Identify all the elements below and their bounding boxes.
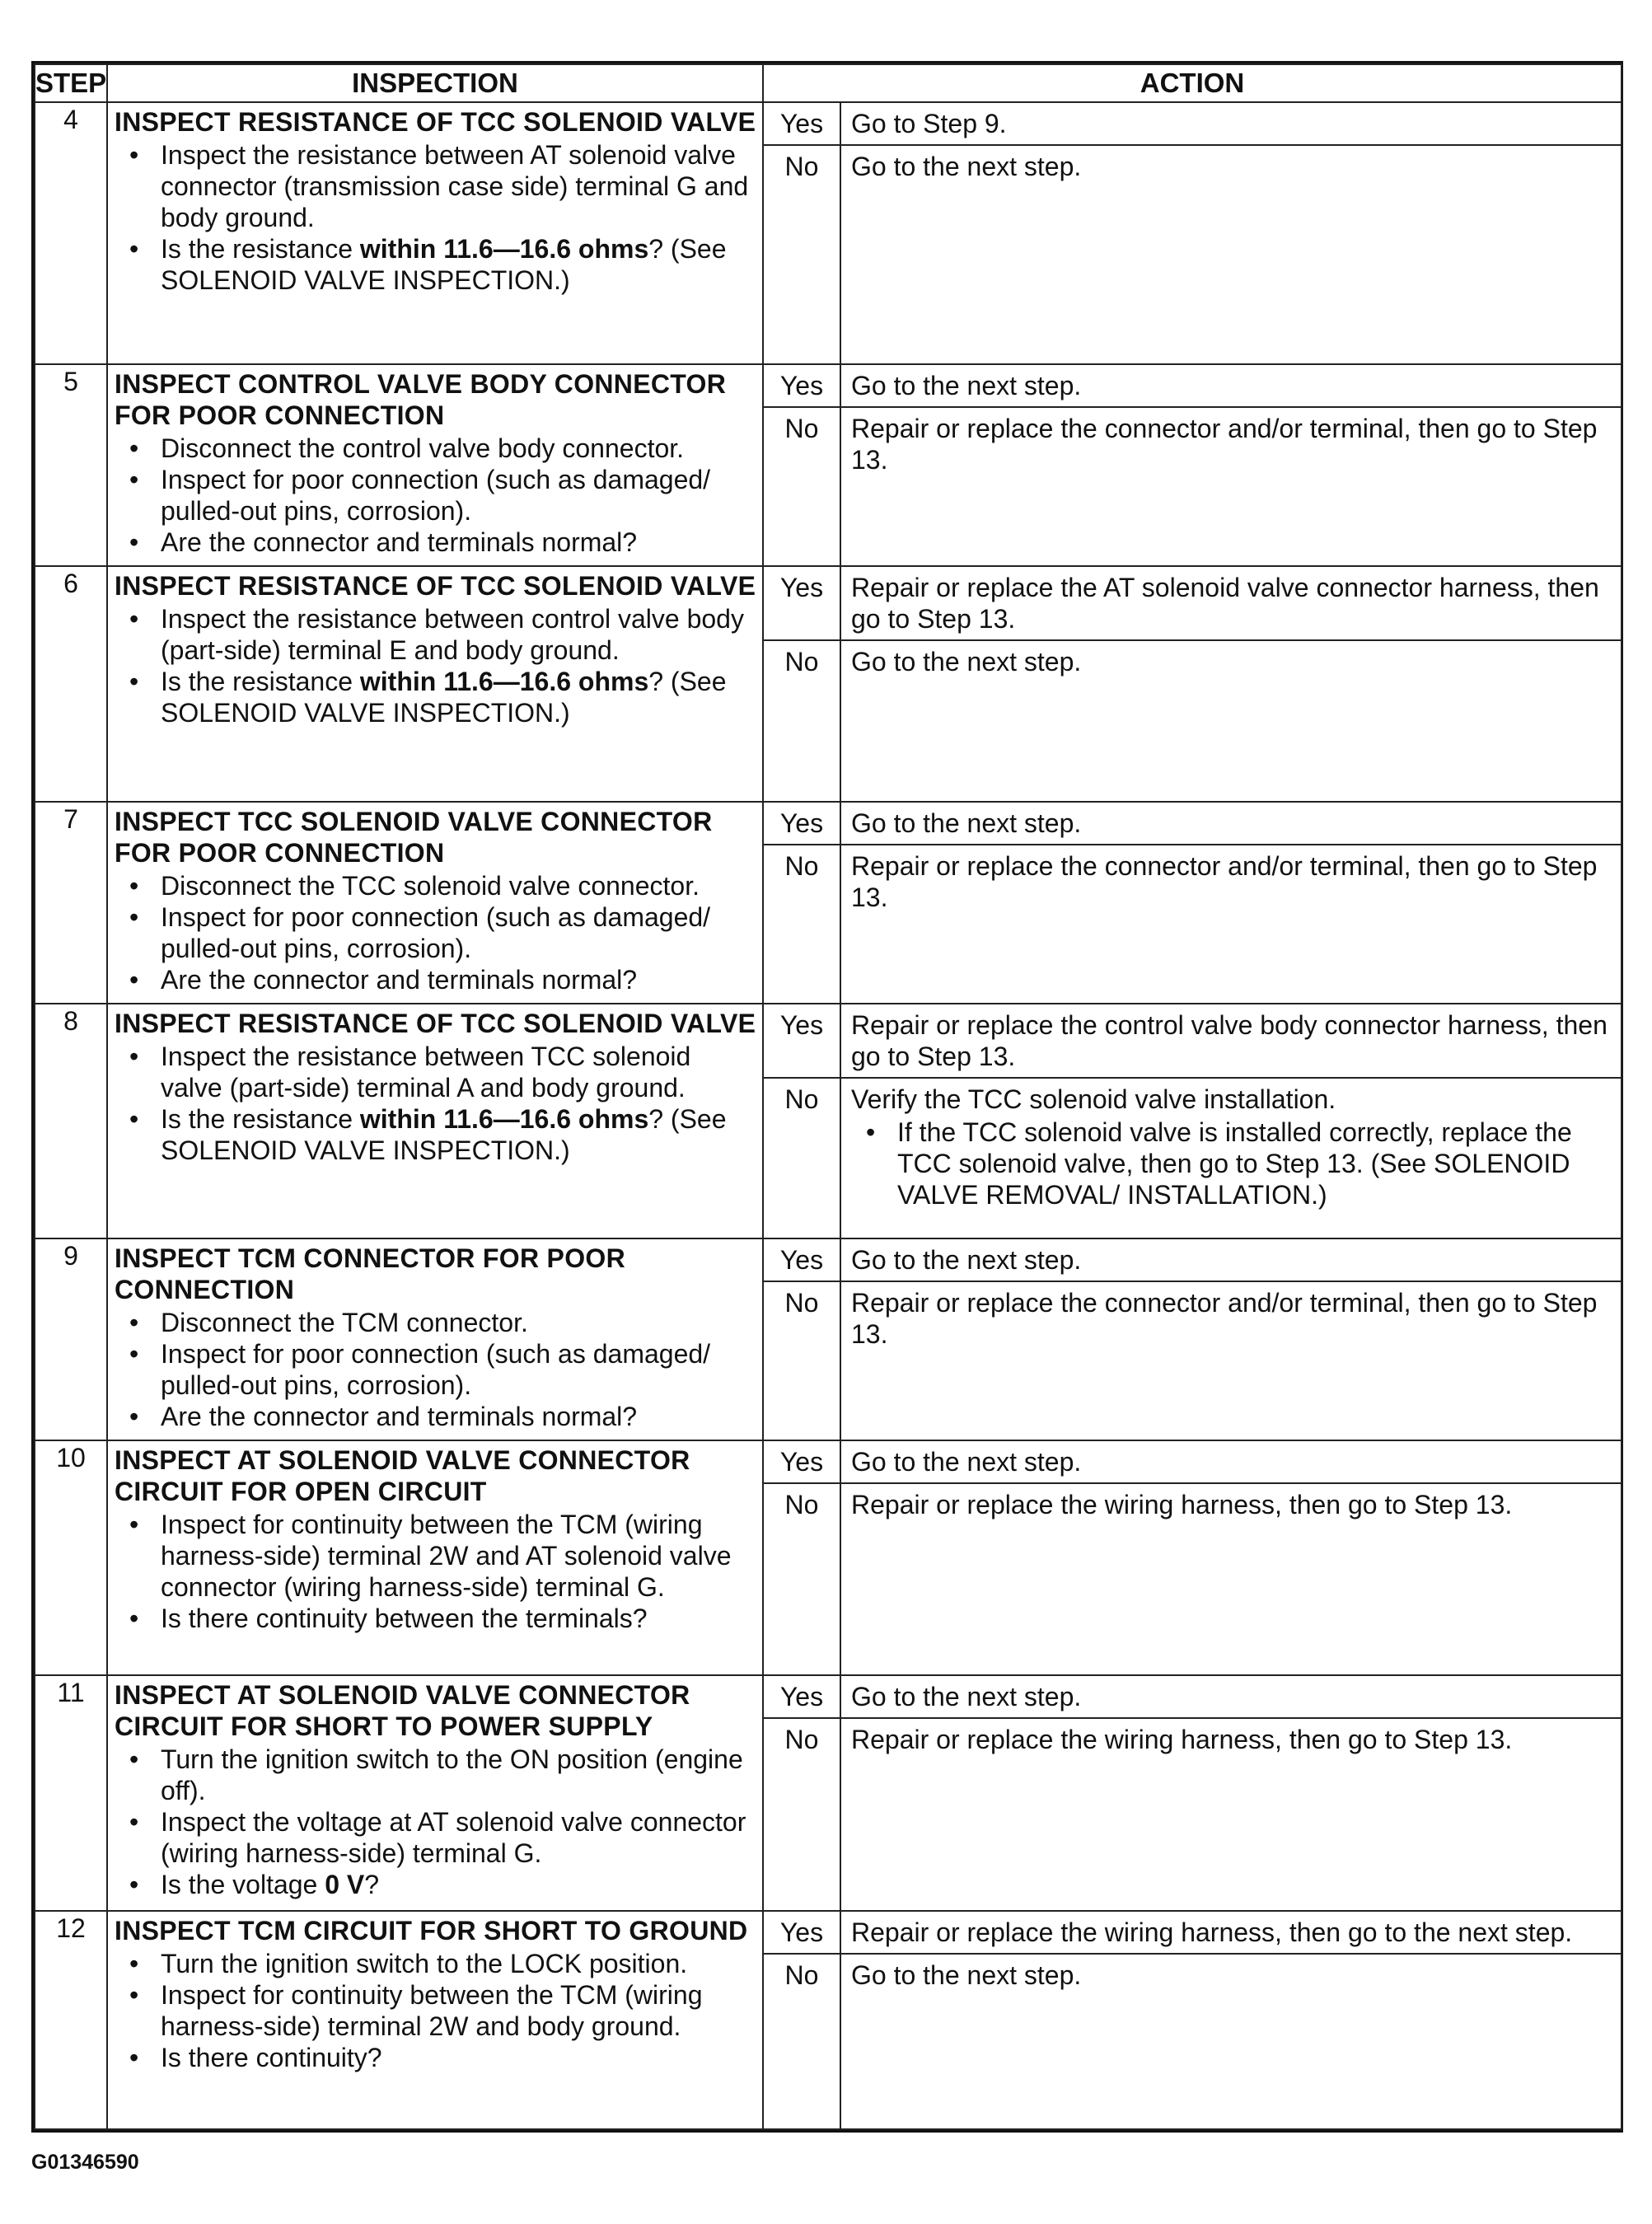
- inspection-bullet: • Is the resistance within 11.6—16.6 ohms? (See SOLENOID VALVE INSPECTION.): [161, 666, 757, 728]
- action-cell: [763, 102, 1622, 364]
- no-action-text: Go to the next step.: [851, 152, 1082, 181]
- inspection-bullet: • Is there continuity?: [161, 2042, 757, 2073]
- no-action-cell: [841, 1955, 1621, 2128]
- inspection-bullet: • Inspect for poor connection (such as damaged/ pulled-out pins, corrosion).: [161, 901, 757, 964]
- step-column-header: STEP: [35, 64, 107, 102]
- step-number: 8: [35, 1004, 107, 1238]
- action-bullet: • If the TCC solenoid valve is installed correctly, replace the TCC solenoid valve, then go to Step 13. (See SOLENOID VALVE REMOVAL/ INSTALLATION.): [897, 1117, 1614, 1210]
- no-action-cell: [841, 641, 1621, 800]
- action-cell: [763, 1238, 1622, 1440]
- action-bullet-list: [851, 1117, 1614, 1210]
- step-number: 7: [35, 802, 107, 1004]
- inspection-title: INSPECT RESISTANCE OF TCC SOLENOID VALVE: [115, 571, 756, 602]
- yes-action-text: Go to the next step.: [851, 1682, 1082, 1712]
- inspection-bullet: • Turn the ignition switch to the ON position (engine off).: [161, 1744, 757, 1806]
- step-number: 12: [35, 1911, 107, 2129]
- inspection-bullet: • Is the resistance within 11.6—16.6 ohms? (See SOLENOID VALVE INSPECTION.): [161, 233, 757, 296]
- yes-response: [764, 1912, 1621, 1955]
- inspection-bullet: • Inspect the resistance between TCC solenoid valve (part-side) terminal A and body ground.: [161, 1041, 757, 1103]
- yes-action-text: Go to the next step.: [851, 808, 1082, 838]
- inspection-bullet-list: [115, 870, 757, 995]
- inspection-cell: [107, 1440, 763, 1675]
- yes-action-text: Go to the next step.: [851, 1245, 1082, 1276]
- no-action-cell: [841, 1719, 1621, 1909]
- inspection-bullet: • Inspect the voltage at AT solenoid valve connector (wiring harness-side) terminal G.: [161, 1806, 757, 1869]
- table-row: [35, 802, 1622, 1004]
- no-action-text: Verify the TCC solenoid valve installation.: [851, 1084, 1336, 1114]
- no-action-cell: [841, 146, 1621, 363]
- inspection-title: INSPECT AT SOLENOID VALVE CONNECTOR CIRCUIT FOR OPEN CIRCUIT: [115, 1445, 690, 1507]
- yes-label: Yes: [764, 567, 841, 639]
- inspection-bullet: • Inspect for continuity between the TCM (wiring harness-side) terminal 2W and body ground.: [161, 1979, 757, 2042]
- no-action-cell: [841, 1282, 1621, 1440]
- inspection-title: INSPECT RESISTANCE OF TCC SOLENOID VALVE: [115, 1008, 756, 1038]
- action-cell: [763, 1440, 1622, 1675]
- inspection-bullet-list: [115, 139, 757, 296]
- inspection-bullet: • Disconnect the control valve body connector.: [161, 433, 757, 464]
- no-action-text: Repair or replace the connector and/or terminal, then go to Step 13.: [851, 850, 1598, 912]
- inspection-title: INSPECT TCM CONNECTOR FOR POOR CONNECTION: [115, 1243, 625, 1305]
- no-action-cell: [841, 1484, 1621, 1674]
- yes-response: [764, 1676, 1621, 1719]
- yes-response: [764, 1239, 1621, 1282]
- inspection-title: INSPECT TCC SOLENOID VALVE CONNECTOR FOR POOR CONNECTION: [115, 806, 713, 868]
- no-response: [764, 408, 1621, 565]
- inspection-bullet: • Are the connector and terminals normal?: [161, 527, 757, 558]
- yes-action-text: Go to the next step.: [851, 1447, 1082, 1477]
- inspection-cell: [107, 1675, 763, 1910]
- inspection-cell: [107, 1238, 763, 1440]
- inspection-bullet-list: [115, 1041, 757, 1166]
- yes-action-text: Repair or replace the wiring harness, then go to the next step.: [851, 1917, 1573, 1947]
- table-row: [35, 566, 1622, 801]
- inspection-bullet-list: [115, 603, 757, 728]
- action-cell: [763, 802, 1622, 1004]
- action-cell: [763, 1004, 1622, 1238]
- diagnostic-table-sheet: [31, 61, 1623, 2133]
- no-action-text: Go to the next step.: [851, 1959, 1082, 1990]
- figure-id: G01346590: [31, 2151, 139, 2174]
- no-response: [764, 1282, 1621, 1440]
- table-row: [35, 102, 1622, 364]
- no-action-text: Go to the next step.: [851, 647, 1082, 677]
- yes-action-text: Repair or replace the control valve body connector harness, then go to Step 13.: [851, 1009, 1608, 1071]
- inspection-bullet: • Is there continuity between the terminals?: [161, 1603, 757, 1634]
- spec-value-emphasis: within 11.6—16.6 ohms: [359, 234, 649, 264]
- step-number: 5: [35, 364, 107, 566]
- inspection-title: INSPECT AT SOLENOID VALVE CONNECTOR CIRCUIT FOR SHORT TO POWER SUPPLY: [115, 1680, 690, 1742]
- no-action-text: Repair or replace the wiring harness, then go to Step 13.: [851, 1725, 1513, 1755]
- inspection-bullet-list: [115, 1948, 757, 2073]
- no-response: [764, 1079, 1621, 1238]
- yes-action-text: Repair or replace the AT solenoid valve connector harness, then go to Step 13.: [851, 573, 1599, 634]
- yes-label: Yes: [764, 365, 841, 406]
- no-label: No: [764, 1079, 841, 1238]
- inspection-cell: [107, 364, 763, 566]
- yes-label: Yes: [764, 1004, 841, 1077]
- spec-value-emphasis: within 11.6—16.6 ohms: [359, 1103, 649, 1134]
- yes-label: Yes: [764, 1676, 841, 1717]
- step-number: 11: [35, 1675, 107, 1910]
- yes-action-text: Go to the next step.: [851, 371, 1082, 401]
- no-action-cell: [841, 845, 1621, 1003]
- no-response: [764, 845, 1621, 1003]
- spec-value-emphasis: 0 V: [325, 1870, 365, 1900]
- inspection-bullet: • Inspect for poor connection (such as damaged/ pulled-out pins, corrosion).: [161, 464, 757, 527]
- step-number: 9: [35, 1238, 107, 1440]
- inspection-cell: [107, 802, 763, 1004]
- inspection-bullet-list: [115, 1744, 757, 1900]
- no-action-cell: [841, 1079, 1621, 1238]
- no-action-text: Repair or replace the wiring harness, then go to Step 13.: [851, 1490, 1513, 1520]
- inspection-cell: [107, 566, 763, 801]
- yes-label: Yes: [764, 803, 841, 844]
- table-row: [35, 1911, 1622, 2129]
- no-action-text: Repair or replace the connector and/or terminal, then go to Step 13.: [851, 1288, 1598, 1350]
- yes-response: [764, 365, 1621, 408]
- no-action-text: Repair or replace the connector and/or terminal, then go to Step 13.: [851, 414, 1598, 475]
- yes-response: [764, 1441, 1621, 1484]
- yes-response: [764, 1004, 1621, 1079]
- inspection-bullet-list: [115, 1307, 757, 1432]
- inspection-bullet: • Is the resistance within 11.6—16.6 ohms? (See SOLENOID VALVE INSPECTION.): [161, 1103, 757, 1166]
- diagnostic-steps-table: [34, 63, 1622, 2130]
- no-label: No: [764, 845, 841, 1003]
- inspection-bullet: • Is the voltage 0 V?: [161, 1869, 757, 1900]
- table-row: [35, 364, 1622, 566]
- no-response: [764, 1955, 1621, 2128]
- inspection-bullet: • Are the connector and terminals normal?: [161, 964, 757, 995]
- no-label: No: [764, 1955, 841, 2128]
- step-number: 10: [35, 1440, 107, 1675]
- inspection-bullet: • Turn the ignition switch to the LOCK position.: [161, 1948, 757, 1979]
- inspection-cell: [107, 1004, 763, 1238]
- no-response: [764, 146, 1621, 363]
- no-label: No: [764, 1719, 841, 1909]
- action-column-header: ACTION: [763, 64, 1622, 102]
- yes-label: Yes: [764, 103, 841, 144]
- inspection-bullet-list: [115, 1509, 757, 1634]
- yes-label: Yes: [764, 1441, 841, 1482]
- inspection-title: INSPECT CONTROL VALVE BODY CONNECTOR FOR POOR CONNECTION: [115, 369, 727, 431]
- table-row: [35, 1675, 1622, 1910]
- inspection-bullet: • Inspect the resistance between control valve body (part-side) terminal E and body ground.: [161, 603, 757, 666]
- no-label: No: [764, 641, 841, 800]
- inspection-bullet: • Are the connector and terminals normal?: [161, 1401, 757, 1432]
- inspection-title: INSPECT RESISTANCE OF TCC SOLENOID VALVE: [115, 107, 756, 137]
- inspection-bullet: • Inspect the resistance between AT solenoid valve connector (transmission case side) terminal G and body ground.: [161, 139, 757, 233]
- yes-label: Yes: [764, 1912, 841, 1953]
- table-row: [35, 1440, 1622, 1675]
- action-cell: [763, 1911, 1622, 2129]
- inspection-cell: [107, 1911, 763, 2129]
- spec-value-emphasis: within 11.6—16.6 ohms: [359, 667, 649, 697]
- action-cell: [763, 566, 1622, 801]
- no-label: No: [764, 1282, 841, 1440]
- table-row: [35, 1238, 1622, 1440]
- action-cell: [763, 1675, 1622, 1910]
- inspection-title: INSPECT TCM CIRCUIT FOR SHORT TO GROUND: [115, 1915, 748, 1945]
- table-row: [35, 1004, 1622, 1238]
- yes-label: Yes: [764, 1239, 841, 1281]
- table-header-row: [35, 64, 1622, 102]
- no-response: [764, 1484, 1621, 1674]
- no-action-cell: [841, 408, 1621, 565]
- yes-response: [764, 567, 1621, 641]
- inspection-bullet: • Inspect for poor connection (such as damaged/ pulled-out pins, corrosion).: [161, 1338, 757, 1401]
- no-response: [764, 641, 1621, 800]
- yes-response: [764, 803, 1621, 845]
- step-number: 6: [35, 566, 107, 801]
- no-label: No: [764, 1484, 841, 1674]
- inspection-cell: [107, 102, 763, 364]
- yes-action-text: Go to Step 9.: [851, 109, 1007, 138]
- inspection-column-header: INSPECTION: [107, 64, 763, 102]
- step-number: 4: [35, 102, 107, 364]
- inspection-bullet: • Disconnect the TCM connector.: [161, 1307, 757, 1338]
- no-label: No: [764, 408, 841, 565]
- action-cell: [763, 364, 1622, 566]
- inspection-bullet-list: [115, 433, 757, 558]
- inspection-bullet: • Disconnect the TCC solenoid valve connector.: [161, 870, 757, 901]
- yes-response: [764, 103, 1621, 146]
- no-label: No: [764, 146, 841, 363]
- inspection-bullet: • Inspect for continuity between the TCM (wiring harness-side) terminal 2W and AT solenoid valve connector (wiring harness-side) terminal G.: [161, 1509, 757, 1603]
- no-response: [764, 1719, 1621, 1909]
